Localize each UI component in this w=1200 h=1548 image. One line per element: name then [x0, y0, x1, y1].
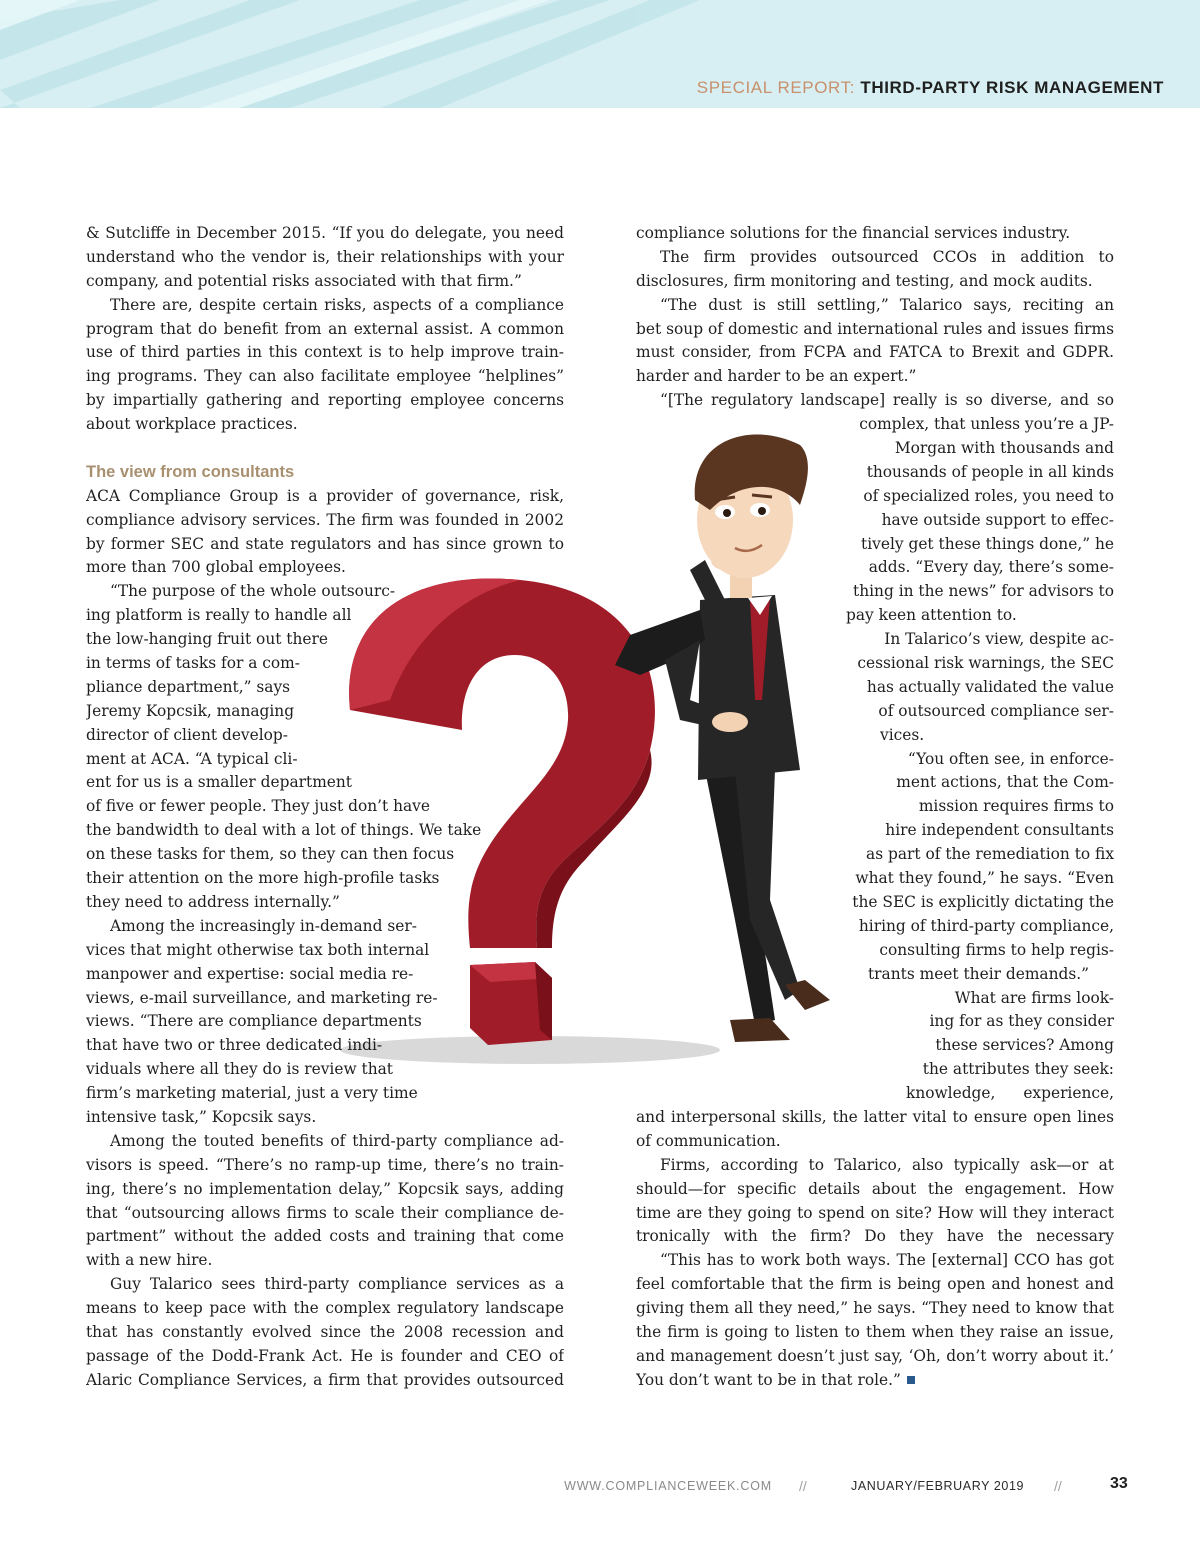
subhead: The view from consultants	[86, 462, 295, 481]
text-line: complex, that unless you’re a JP-	[859, 415, 1114, 434]
text-line: “This has to work both ways. The [external] CCO has got	[660, 1251, 1114, 1270]
left-column	[86, 222, 564, 1393]
text-line: in terms of tasks for a com-	[86, 654, 300, 673]
text-line	[636, 1369, 1114, 1393]
text-line: ACA Compliance Group is a provider of governance, risk,	[86, 486, 564, 505]
text-line-final: You don’t want to be in that role.”	[636, 1370, 901, 1389]
text-line: with a new hire.	[86, 1251, 213, 1270]
text-line: and interpersonal skills, the latter vital to ensure open lines	[636, 1107, 1114, 1126]
text-line: giving them all they need,” he says. “They need to know that	[636, 1299, 1114, 1318]
text-line: “You often see, in enforce-	[907, 749, 1114, 768]
text-line: what they found,” he says. “Even	[855, 869, 1114, 888]
text-line: firm’s marketing material, just a very time	[86, 1084, 418, 1103]
text-line: director of client develop-	[86, 725, 288, 744]
text-line: as part of the remediation to fix	[866, 845, 1114, 864]
text-line: ing programs. They can also facilitate employee “helplines”	[86, 367, 564, 386]
text-line: of outsourced compliance ser-	[878, 701, 1114, 720]
text-line: should—for specific details about the engagement. How	[636, 1179, 1114, 1198]
text-line: thing in the news” for advisors to	[853, 582, 1114, 601]
text-line: more than 700 global employees.	[86, 558, 346, 577]
text-line: Guy Talarico sees third-party compliance services as a	[110, 1275, 564, 1294]
text-line: viduals where all they do is review that	[86, 1060, 393, 1079]
text-line: disclosures, firm monitoring and testing, and mock audits.	[636, 271, 1093, 290]
text-line: the low-hanging fruit out there	[86, 630, 328, 649]
text-line: by former SEC and state regulators and has since grown to	[86, 534, 564, 553]
text-line: about workplace practices.	[86, 415, 298, 434]
text-line: consulting firms to help regis-	[879, 940, 1114, 959]
text-line: by impartially gathering and reporting employee concerns	[86, 391, 564, 410]
text-line: Among the increasingly in-demand ser-	[110, 916, 417, 935]
text-line: tively get these things done,” he	[861, 534, 1114, 553]
page-header	[0, 0, 1200, 108]
text-line: their attention on the more high-profile tasks	[86, 869, 440, 888]
text-line: ent for us is a smaller department	[86, 773, 352, 792]
text-line: The firm provides outsourced CCOs in addition to	[660, 247, 1114, 266]
text-line: manpower and expertise: social media re-	[86, 964, 414, 983]
text-line: means to keep pace with the complex regulatory landscape	[86, 1299, 564, 1318]
text-line: ment actions, that the Com-	[896, 773, 1114, 792]
text-line: they need to address internally.”	[86, 892, 340, 911]
text-line: compliance solutions for the financial services industry.	[636, 224, 1071, 242]
text-line: time are they going to spend on site? How will they interact	[636, 1203, 1114, 1222]
page-number: 33	[1110, 1475, 1128, 1492]
text-line: mission requires firms to	[918, 797, 1114, 816]
section-heading	[697, 78, 1164, 98]
text-line: the bandwidth to deal with a lot of things. We take	[86, 821, 482, 840]
end-of-article-mark	[907, 1376, 915, 1384]
text-line: program that do benefit from an external assist. A common	[86, 319, 564, 338]
text-line: the SEC is explicitly dictating the	[852, 892, 1114, 911]
text-line: Among the touted benefits of third-party compliance ad-	[110, 1131, 564, 1150]
text-line: the firm is going to listen to them when they raise an issue,	[636, 1322, 1114, 1341]
text-line: feel comfortable that the firm is being open and honest and	[636, 1275, 1114, 1294]
text-line: compliance advisory services. The firm was founded in 2002	[86, 510, 564, 529]
text-line: and management doesn’t just say, ‘Oh, don’t worry about it.’	[636, 1346, 1114, 1365]
text-line: ing, there’s no implementation delay,” Kopcsik says, adding	[86, 1179, 564, 1198]
footer-date: JANUARY/FEBRUARY 2019	[851, 1479, 1025, 1493]
text-line: Alaric Compliance Services, a firm that provides outsourced	[86, 1370, 564, 1389]
text-line: cessional risk warnings, the SEC	[857, 654, 1114, 673]
text-line: that has constantly evolved since the 2008 recession and	[86, 1322, 564, 1341]
text-line: intensive task,” Kopcsik says.	[86, 1107, 317, 1126]
text-line: views. “There are compliance departments	[86, 1012, 422, 1031]
text-line: partment” without the added costs and training that come	[86, 1227, 564, 1246]
text-line: pliance department,” says	[86, 677, 291, 696]
text-line: ing platform is really to handle all	[86, 606, 352, 625]
text-line: bet soup of domestic and international rules and issues firms	[636, 319, 1114, 338]
page-footer	[0, 1476, 1200, 1500]
text-line: “The purpose of the whole outsourc-	[110, 582, 396, 601]
right-column	[636, 222, 1114, 1393]
text-line: trants meet their demands.”	[868, 964, 1090, 983]
text-line: that “outsourcing allows firms to scale their compliance de-	[86, 1203, 564, 1222]
text-line: vices.	[880, 725, 925, 744]
text-line: these services? Among	[935, 1036, 1114, 1055]
text-line: on these tasks for them, so they can then focus	[86, 845, 455, 864]
text-line: passage of the Dodd-Frank Act. He is founder and CEO of	[86, 1346, 564, 1365]
text-line: of five or fewer people. They just don’t have	[86, 797, 430, 816]
footer-url[interactable]: WWW.COMPLIANCEWEEK.COM	[564, 1479, 772, 1493]
text-line: Morgan with thousands and	[894, 439, 1114, 458]
text-line: & Sutcliffe in December 2015. “If you do delegate, you need	[86, 224, 564, 242]
text-line: “The dust is still settling,” Talarico says, reciting an	[660, 295, 1114, 314]
text-line: In Talarico’s view, despite ac-	[884, 630, 1114, 649]
text-line: views, e-mail surveillance, and marketing re-	[86, 988, 438, 1007]
text-line: hire independent consultants	[885, 821, 1114, 840]
header-title: THIRD-PARTY RISK MANAGEMENT	[860, 78, 1164, 97]
header-label: SPECIAL REPORT:	[696, 78, 856, 97]
text-line: of communication.	[636, 1131, 781, 1150]
text-line: Jeremy Kopcsik, managing	[86, 701, 295, 720]
footer-separator: //	[1054, 1478, 1062, 1494]
text-line: ment at ACA. “A typical cli-	[86, 749, 298, 768]
text-line: pay keen attention to.	[846, 606, 1017, 625]
text-line: What are firms look-	[954, 988, 1114, 1007]
text-line: that have two or three dedicated indi-	[86, 1036, 383, 1055]
text-line: thousands of people in all kinds	[866, 462, 1114, 481]
text-line: of specialized roles, you need to	[863, 486, 1114, 505]
text-line: harder and harder to be an expert.”	[636, 367, 917, 386]
text-line: knowledge, experience,	[906, 1084, 1114, 1103]
text-line: adds. “Every day, there’s some-	[868, 558, 1114, 577]
text-line: understand who the vendor is, their relationships with your	[86, 247, 564, 266]
text-line: tronically with the firm? Do they have the necessary	[636, 1227, 1114, 1246]
text-line: hiring of third-party compliance,	[858, 916, 1114, 935]
text-line: vices that might otherwise tax both internal	[86, 940, 430, 959]
text-line: Firms, according to Talarico, also typically ask—or at	[660, 1155, 1114, 1174]
text-line: company, and potential risks associated with that firm.”	[86, 271, 522, 290]
text-line: “[The regulatory landscape] really is so diverse, and so	[660, 391, 1114, 410]
text-line: the attributes they seek:	[922, 1060, 1114, 1079]
text-line: have outside support to effec-	[881, 510, 1114, 529]
text-line: visors is speed. “There’s no ramp-up time, there’s no train-	[86, 1155, 564, 1174]
text-line: has actually validated the value	[866, 677, 1114, 696]
text-line: ing for as they consider	[929, 1012, 1114, 1031]
text-line: use of third parties in this context is to help improve train-	[86, 343, 564, 362]
text-line: There are, despite certain risks, aspects of a compliance	[110, 295, 564, 314]
footer-separator: //	[799, 1478, 807, 1494]
text-line: must consider, from FCPA and FATCA to Brexit and GDPR.	[636, 343, 1114, 362]
